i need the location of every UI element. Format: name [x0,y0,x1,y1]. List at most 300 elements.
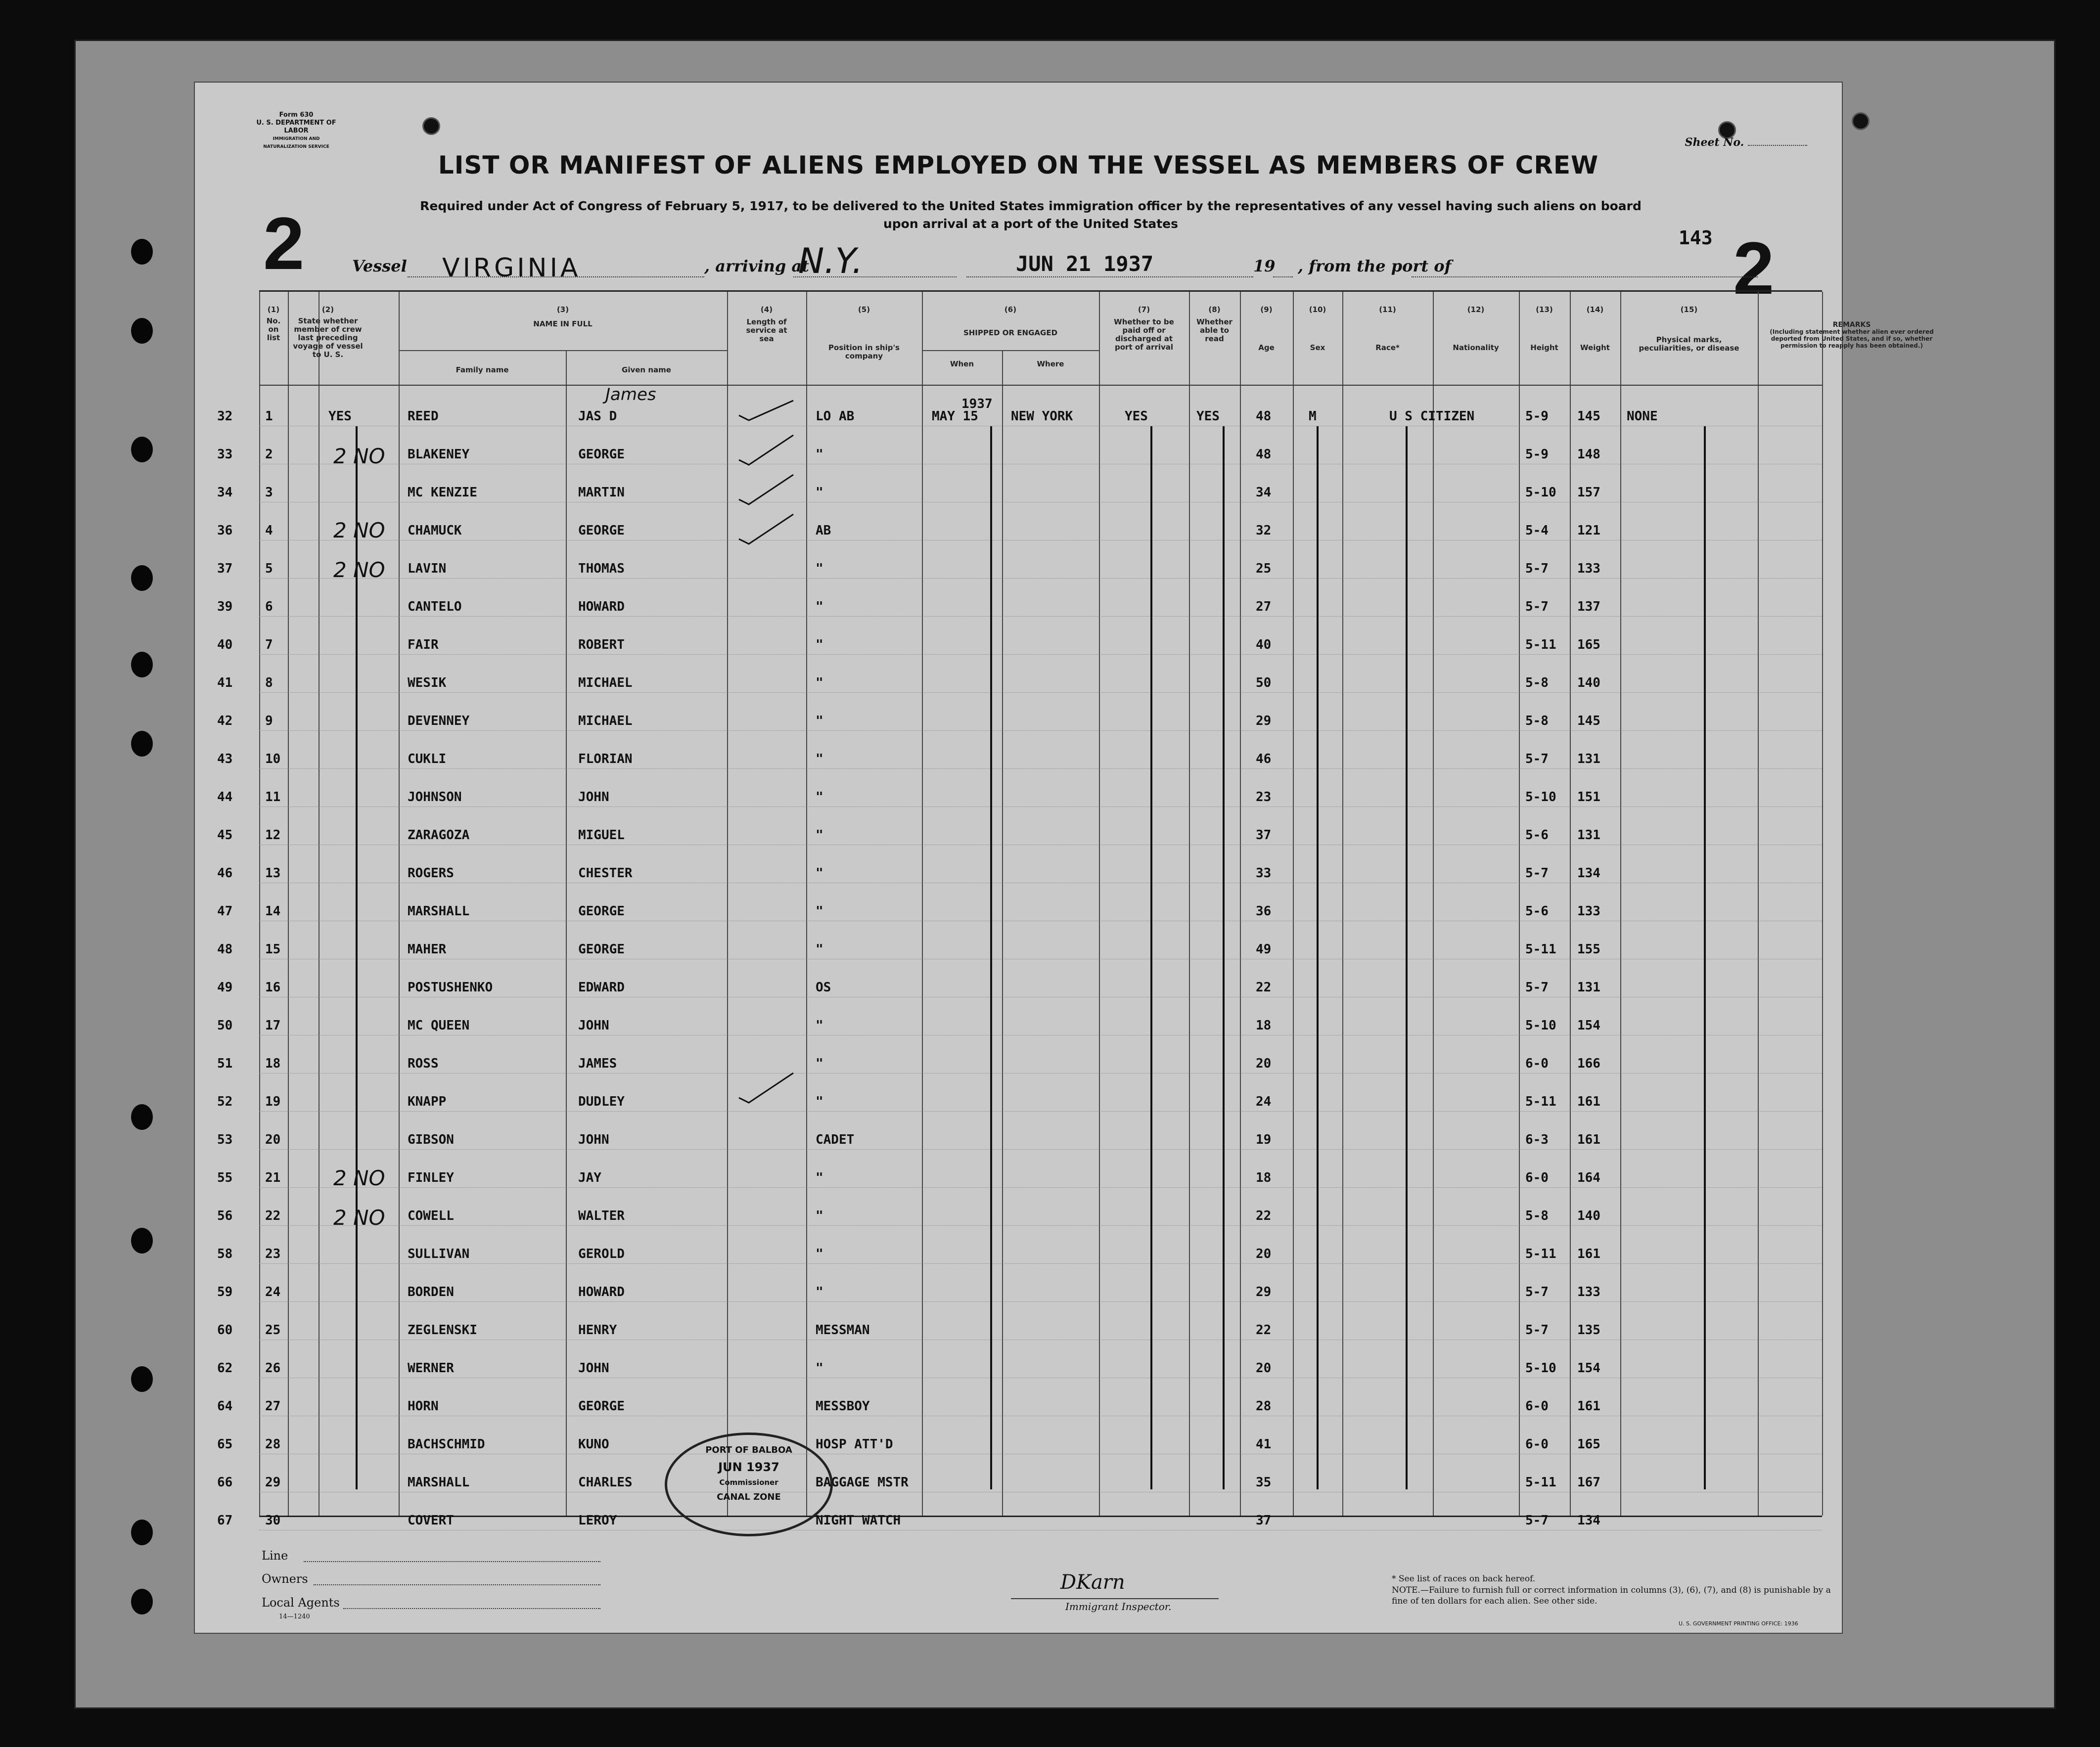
row-number: 6 [265,599,273,614]
header-col11-label: Race* [1375,343,1400,352]
weight: 133 [1577,561,1600,576]
given-name: HENRY [578,1323,617,1338]
position: " [816,637,823,652]
age: 18 [1256,1018,1272,1033]
height: 5-9 [1525,409,1549,424]
inspector-line [1011,1598,1219,1599]
height: 5-7 [1525,561,1549,576]
header-col15-label: Physical marks, peculiarities, or disease [1639,335,1739,353]
height: 5-7 [1525,866,1549,881]
handwritten-note: 2 NO [333,558,385,582]
header-shipped-when: When [950,359,974,368]
row-rule [259,768,1822,769]
header-col9-label: Age [1258,343,1275,352]
header-remarks-note: (Including statement whether alien ever ordered deported from United States, and if so, whether permission to reapply has been obtained.) [1770,328,1934,349]
family-name: MARSHALL [408,904,470,919]
header-col6 [922,306,1099,337]
row-number: 3 [265,485,273,500]
row-number: 1 [265,409,273,424]
family-name: JOHNSON [408,790,462,805]
height: 6-0 [1525,1399,1549,1414]
position: " [816,1018,823,1033]
height: 5-7 [1525,1285,1549,1299]
prev-voyage-value: YES [328,409,352,424]
header-col8-label: Whether able to read [1196,317,1233,343]
line-blank [304,1561,600,1562]
header-remarks-label: REMARKS [1832,321,1871,329]
header-col10-num: (10) [1309,305,1326,314]
row-rule [259,578,1822,579]
age: 29 [1256,714,1272,728]
header-col6-label: SHIPPED OR ENGAGED [963,328,1058,337]
position: HOSP ATT'D [816,1437,893,1452]
column-rule [1342,292,1343,1516]
external-line-number: 49 [217,980,233,995]
row-number: 18 [265,1056,281,1071]
given-name: ROBERT [578,637,625,652]
external-line-number: 46 [217,866,233,881]
age: 22 [1256,980,1272,995]
local-agents-label: Local Agents [262,1596,340,1610]
given-name: JOHN [578,1018,609,1033]
ditto-stroke [990,426,992,1489]
row-rule [259,730,1822,731]
header-col5-label: Position in ship's company [828,343,900,360]
punch-hole [422,117,440,135]
binder-hole [131,1589,153,1614]
weight: 134 [1577,1513,1600,1528]
header-subrule [922,350,1099,351]
given-name: JAS D [578,409,617,424]
height: 5-7 [1525,599,1549,614]
given-name: HOWARD [578,599,625,614]
row-rule [259,1187,1822,1188]
external-line-number: 37 [217,561,233,576]
given-name: CHARLES [578,1475,633,1490]
family-name: HORN [408,1399,439,1414]
height: 5-4 [1525,523,1549,538]
row-number: 23 [265,1247,281,1261]
family-name: BACHSCHMID [408,1437,485,1452]
arriving-port-line [793,276,957,277]
binder-hole [131,239,153,265]
header-col1-num: (1) [267,305,280,314]
row-number: 11 [265,790,281,805]
age: 22 [1256,1209,1272,1223]
family-name: ZEGLENSKI [408,1323,477,1338]
position: " [816,1056,823,1071]
local-agents-blank [343,1608,600,1609]
sheet-number-field [1685,136,1807,149]
family-name: ZARAGOZA [408,828,470,843]
height: 5-11 [1525,1247,1556,1261]
family-name: GIBSON [408,1132,454,1147]
position: " [816,1170,823,1185]
position: " [816,485,823,500]
external-line-number: 60 [217,1323,233,1338]
external-line-number: 36 [217,523,233,538]
header-col7-label: Whether to be paid off or discharged at port of arrival [1114,317,1174,352]
given-name: CHESTER [578,866,633,881]
age: 20 [1256,1247,1272,1261]
arriving-port: N.Y. [798,241,863,281]
sheet-number-blank [1748,145,1807,146]
given-name: KUNO [578,1437,609,1452]
height: 5-9 [1525,447,1549,462]
header-col11 [1342,306,1433,352]
family-name: WERNER [408,1361,454,1376]
shipped-when-value: MAY 15 [932,409,978,424]
position: " [816,828,823,843]
position: " [816,447,823,462]
row-number: 25 [265,1323,281,1338]
height: 5-10 [1525,1361,1556,1376]
header-col9-num: (9) [1260,305,1273,314]
position: MESSBOY [816,1399,870,1414]
check-mark [739,435,793,465]
header-col4-num: (4) [760,305,773,314]
form-number: Form 630 [279,111,314,119]
height: 5-7 [1525,1323,1549,1338]
owners-blank [314,1584,600,1585]
age: 48 [1256,409,1272,424]
row-rule [259,1149,1822,1150]
age: 23 [1256,790,1272,805]
header-col10 [1293,306,1342,352]
check-mark [739,1073,793,1103]
age: 32 [1256,523,1272,538]
row-rule [259,1111,1822,1112]
column-rule [399,292,400,1516]
position: " [816,561,823,576]
external-line-number: 42 [217,714,233,728]
row-number: 12 [265,828,281,843]
check-mark [739,475,793,504]
header-col7-num: (7) [1138,305,1150,314]
family-name: MC KENZIE [408,485,477,500]
check-mark [739,401,793,420]
family-name: POSTUSHENKO [408,980,493,995]
position: " [816,675,823,690]
family-name: SULLIVAN [408,1247,470,1261]
paid-off-value: YES [1125,409,1148,424]
given-name: MARTIN [578,485,625,500]
external-line-number: 33 [217,447,233,462]
position: BAGGAGE MSTR [816,1475,909,1490]
height: 5-10 [1525,1018,1556,1033]
weight: 161 [1577,1132,1600,1147]
family-name: BLAKENEY [408,447,470,462]
crew-table [217,290,1934,1528]
family-name: COVERT [408,1513,454,1528]
row-number: 26 [265,1361,281,1376]
handwritten-note: 2 NO [333,1166,385,1190]
weight: 133 [1577,1285,1600,1299]
given-name: GEORGE [578,942,625,957]
height: 5-6 [1525,904,1549,919]
weight: 166 [1577,1056,1600,1071]
sex-value: M [1309,409,1317,424]
external-line-number: 39 [217,599,233,614]
column-rule [1240,292,1241,1516]
age: 20 [1256,1056,1272,1071]
weight: 165 [1577,637,1600,652]
ditto-stroke [356,426,358,1489]
header-col12-label: Nationality [1453,343,1499,352]
row-rule [259,654,1822,655]
height: 6-3 [1525,1132,1549,1147]
header-col1-label: No. on list [266,316,281,342]
from-port-label: , from the port of [1298,257,1452,275]
age: 27 [1256,599,1272,614]
stamp-line-1: PORT OF BALBOA [705,1445,792,1455]
family-name: MC QUEEN [408,1018,470,1033]
column-rule [319,292,320,1516]
header-col12 [1433,306,1519,352]
header-col14-label: Weight [1580,343,1610,352]
line-label: Line [262,1549,288,1563]
row-number: 8 [265,675,273,690]
inspector-signature: DKarn [1060,1571,1125,1594]
row-rule [259,1073,1822,1074]
page-number-left: 2 [263,202,305,285]
age: 20 [1256,1361,1272,1376]
external-line-number: 52 [217,1094,233,1109]
binder-hole [131,731,153,757]
penalty-note: NOTE.—Failure to furnish full or correct information in columns (3), (6), (7), and (8) is punishable by a fine of ten dollars for each alien. See other side. [1392,1585,1831,1606]
family-name: FAIR [408,637,439,652]
age: 34 [1256,485,1272,500]
external-line-number: 66 [217,1475,233,1490]
row-number: 4 [265,523,273,538]
given-name: FLORIAN [578,752,633,766]
column-rule [727,292,728,1516]
department-name: U. S. DEPARTMENT OF LABOR [256,119,336,134]
height: 6-0 [1525,1170,1549,1185]
position: NIGHT WATCH [816,1513,901,1528]
header-remarks [1758,321,1946,349]
position: " [816,942,823,957]
header-col3 [399,306,727,328]
header-col8-num: (8) [1208,305,1221,314]
family-name: COWELL [408,1209,454,1223]
position: " [816,714,823,728]
column-rule [1620,292,1621,1516]
race-nationality-value: U S CITIZEN [1389,409,1475,424]
external-line-number: 32 [217,409,233,424]
row-number: 13 [265,866,281,881]
header-rule [259,385,1822,386]
family-name: KNAPP [408,1094,447,1109]
external-line-number: 44 [217,790,233,805]
row-number: 30 [265,1513,281,1528]
name-annotation: James [605,385,656,404]
age: 35 [1256,1475,1272,1490]
given-name: WALTER [578,1209,625,1223]
family-name: ROGERS [408,866,454,881]
header-col6-num: (6) [1004,305,1017,314]
header-col4-label: Length of service at sea [746,317,787,343]
row-rule [259,1225,1822,1226]
height: 5-8 [1525,714,1549,728]
given-name: HOWARD [578,1285,625,1299]
external-line-number: 64 [217,1399,233,1414]
external-line-number: 41 [217,675,233,690]
weight: 131 [1577,980,1600,995]
row-number: 16 [265,980,281,995]
external-line-number: 45 [217,828,233,843]
weight: 137 [1577,599,1600,614]
given-name: JOHN [578,1361,609,1376]
year-line [1273,276,1293,277]
manifest-sheet [194,82,1934,1634]
height: 5-11 [1525,942,1556,957]
handwritten-note: 2 NO [333,518,385,542]
given-name: GEORGE [578,523,625,538]
handwritten-note: 2 NO [333,1206,385,1230]
position: " [816,1285,823,1299]
weight: 161 [1577,1247,1600,1261]
given-name: GEORGE [578,904,625,919]
weight: 131 [1577,752,1600,766]
weight: 157 [1577,485,1600,500]
given-name: MIGUEL [578,828,625,843]
printer-imprint: U. S. GOVERNMENT PRINTING OFFICE: 1936 [1679,1620,1798,1627]
height: 5-10 [1525,485,1556,500]
weight: 164 [1577,1170,1600,1185]
row-number: 17 [265,1018,281,1033]
age: 28 [1256,1399,1272,1414]
page-number-right: 2 [1733,226,1775,310]
header-col10-label: Sex [1310,343,1325,352]
column-rule [806,292,807,1516]
height: 5-11 [1525,637,1556,652]
row-rule [259,806,1822,807]
races-note: * See list of races on back hereof. [1392,1574,1536,1584]
external-line-number: 55 [217,1170,233,1185]
position: " [816,904,823,919]
age: 50 [1256,675,1272,690]
header-col3-num: (3) [556,305,569,314]
row-number: 10 [265,752,281,766]
header-given-name: Given name [622,365,671,374]
header-col3-label: NAME IN FULL [533,319,593,328]
header-col2 [288,306,368,359]
age: 33 [1256,866,1272,881]
height: 5-11 [1525,1094,1556,1109]
binder-hole [131,437,153,462]
weight: 140 [1577,1209,1600,1223]
weight: 154 [1577,1018,1600,1033]
given-name: THOMAS [578,561,625,576]
weight: 148 [1577,447,1600,462]
weight: 133 [1577,904,1600,919]
given-name: JAY [578,1170,601,1185]
external-line-number: 48 [217,942,233,957]
external-line-number: 67 [217,1513,233,1528]
vessel-name: VIRGINIA [442,253,581,283]
given-name: GEROLD [578,1247,625,1261]
year-prefix: 19 [1253,257,1276,275]
external-line-number: 56 [217,1209,233,1223]
position: " [816,752,823,766]
ditto-stroke [1223,426,1225,1489]
column-rule [1822,292,1823,1516]
family-name: MARSHALL [408,1475,470,1490]
header-col2-num: (2) [321,305,334,314]
position: " [816,1094,823,1109]
family-name: WESIK [408,675,447,690]
height: 5-7 [1525,980,1549,995]
weight: 167 [1577,1475,1600,1490]
given-name: GEORGE [578,1399,625,1414]
vessel-name-line [408,276,704,277]
header-col12-num: (12) [1467,305,1485,314]
port-stamp [665,1433,833,1536]
arrival-date: JUN 21 1937 [1016,252,1154,276]
family-name: LAVIN [408,561,447,576]
weight: 145 [1577,409,1600,424]
row-number: 24 [265,1285,281,1299]
row-number: 27 [265,1399,281,1414]
row-number: 20 [265,1132,281,1147]
weight: 155 [1577,942,1600,957]
row-number: 19 [265,1094,281,1109]
position: " [816,1247,823,1261]
owners-label: Owners [262,1572,308,1586]
header-col14-num: (14) [1586,305,1604,314]
ditto-stroke [1317,426,1319,1489]
age: 46 [1256,752,1272,766]
external-line-number: 59 [217,1285,233,1299]
given-name: JAMES [578,1056,617,1071]
form-identifier [254,111,338,151]
age: 19 [1256,1132,1272,1147]
position: LO AB [816,409,855,424]
ditto-stroke [1150,426,1152,1489]
row-number: 21 [265,1170,281,1185]
age: 36 [1256,904,1272,919]
binder-hole [131,565,153,591]
able-to-read-value: YES [1196,409,1220,424]
position: " [816,790,823,805]
age: 25 [1256,561,1272,576]
weight: 121 [1577,523,1600,538]
family-name: MAHER [408,942,447,957]
external-line-number: 47 [217,904,233,919]
position: OS [816,980,831,995]
external-line-number: 50 [217,1018,233,1033]
position: " [816,866,823,881]
handwritten-note: 2 NO [333,444,385,468]
family-name: BORDEN [408,1285,454,1299]
weight: 131 [1577,828,1600,843]
weight: 165 [1577,1437,1600,1452]
external-line-number: 65 [217,1437,233,1452]
height: 6-0 [1525,1056,1549,1071]
external-line-number: 53 [217,1132,233,1147]
arrival-date-line [966,276,1253,277]
header-family-name: Family name [456,365,509,374]
check-mark [739,514,793,544]
row-number: 9 [265,714,273,728]
age: 40 [1256,637,1272,652]
position: " [816,1361,823,1376]
header-col9 [1240,306,1293,352]
binder-hole [131,1228,153,1254]
age: 18 [1256,1170,1272,1185]
ditto-stroke [1704,426,1706,1489]
